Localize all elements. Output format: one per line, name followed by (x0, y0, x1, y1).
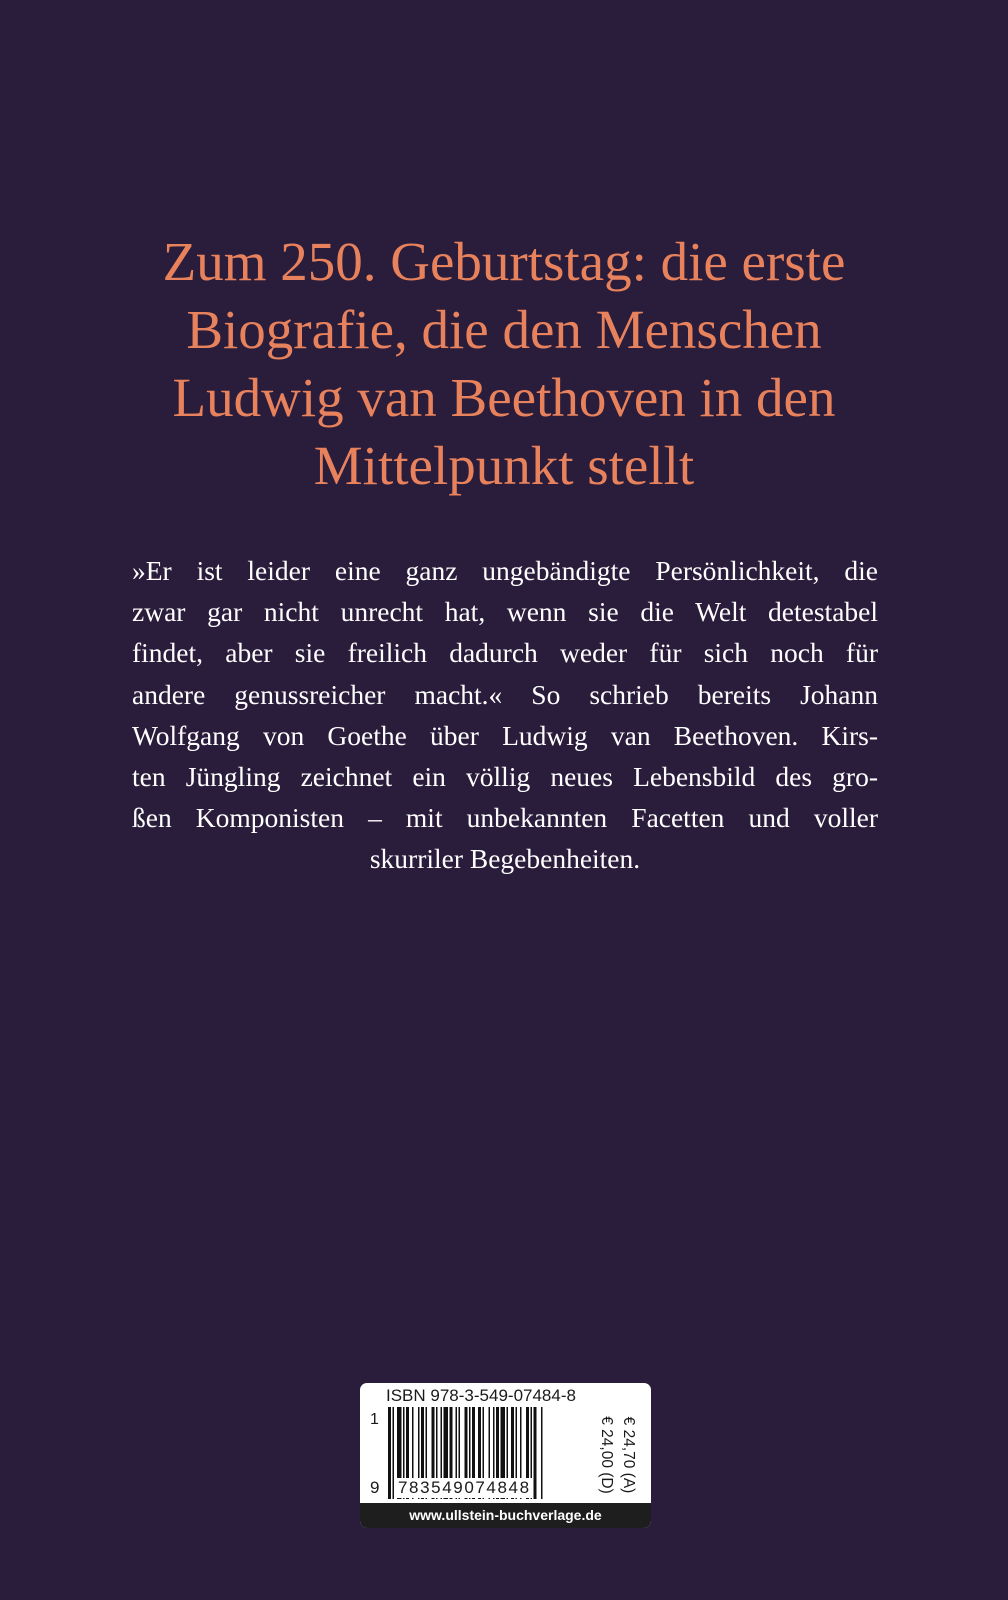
barcode-bar (393, 1407, 395, 1499)
publisher-website: www.ullstein-buchverlage.de (360, 1503, 651, 1528)
barcode-bar (534, 1407, 537, 1499)
barcode-leading-digit: 9 (370, 1478, 380, 1497)
headline-line-2: Biografie, die den Menschen (186, 299, 822, 360)
blurb-line-1: »Er ist leider eine ganz ungebändigte Persönlichkeit, die (132, 555, 878, 586)
barcode-digits: 783549074848 (398, 1478, 531, 1497)
headline-line-3: Ludwig van Beethoven in den (172, 367, 836, 428)
barcode-bar (541, 1407, 543, 1499)
blurb-line-6: ten Jüngling zeichnet ein völlig neues Lebensbild des gro- (132, 761, 878, 793)
barcode-bar (388, 1407, 391, 1499)
blurb-line-7: ßen Komponisten – mit unbekannten Facetten und voller (132, 802, 878, 834)
blurb-text (132, 550, 878, 880)
headline (100, 228, 908, 500)
blurb-line-8: skurriler Begebenheiten. (369, 843, 641, 875)
price-austria (618, 1409, 638, 1501)
barcode-label (360, 1383, 651, 1528)
price-germany (596, 1409, 616, 1501)
headline-line-1: Zum 250. Geburtstag: die erste (162, 231, 846, 292)
price-germany-text: € 24,00 (D) (598, 1416, 615, 1494)
price-austria-text: € 24,70 (A) (620, 1416, 637, 1494)
headline-line-4: Mittelpunkt stellt (313, 435, 695, 496)
isbn-text: ISBN 978-3-549-07484-8 (386, 1386, 576, 1405)
blurb-line-2: zwar gar nicht unrecht hat, wenn sie die Welt detestabel (132, 596, 878, 628)
blurb-line-3: findet, aber sie freilich dadurch weder für sich noch für (132, 637, 878, 669)
blurb-line-4: andere genussreicher macht.« So schrieb bereits Johann (132, 678, 878, 710)
barcode-top-digit: 1 (370, 1411, 379, 1428)
blurb-line-5: Wolfgang von Goethe über Ludwig van Beethoven. Kirs- (132, 719, 878, 751)
